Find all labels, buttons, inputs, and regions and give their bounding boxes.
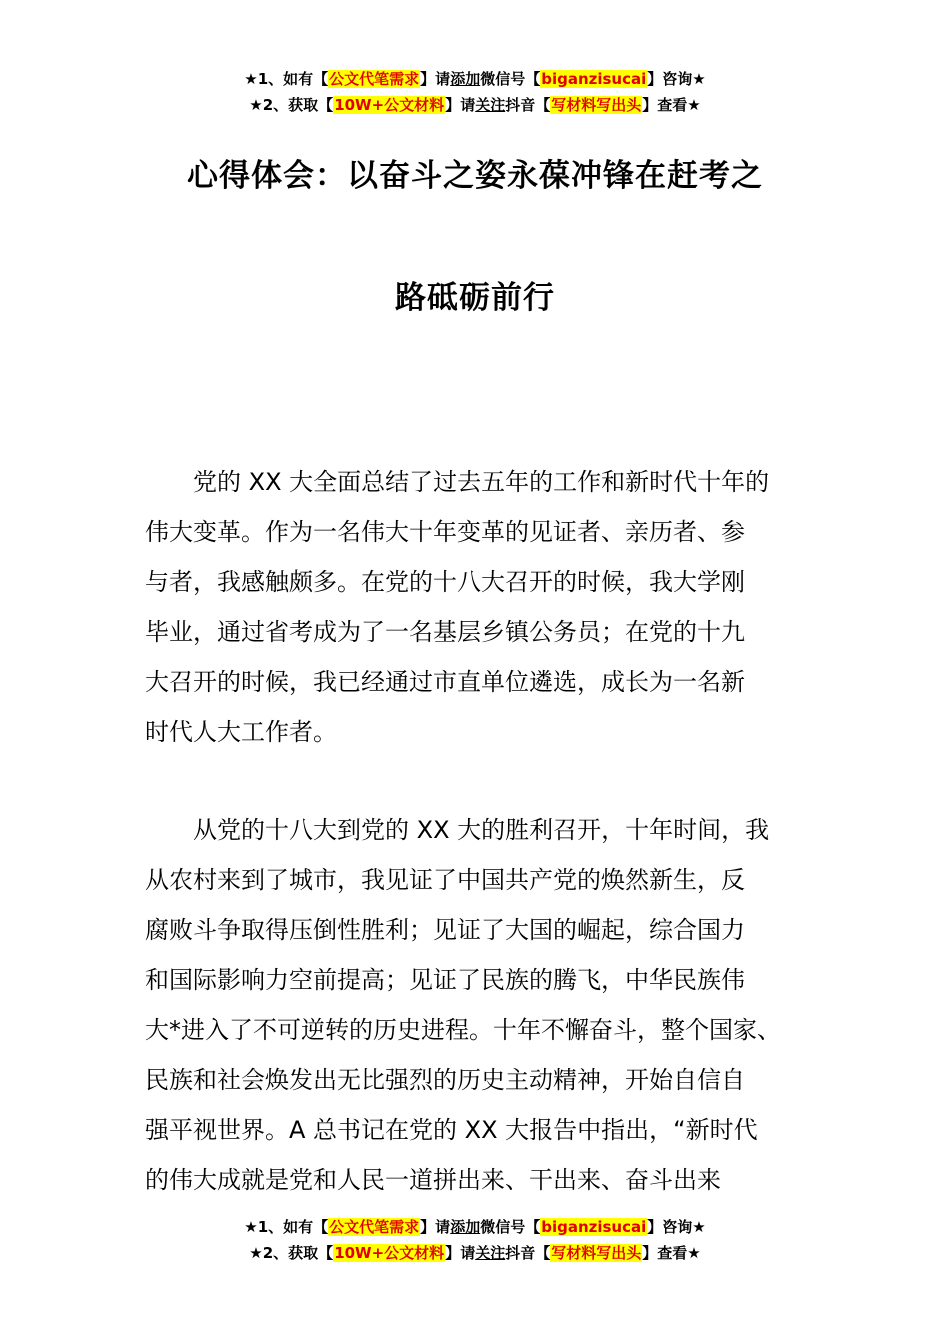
banner-line-1: ★1、如有【公文代笔需求】请添加微信号【biganzisucai】咨询★ [244, 1218, 706, 1236]
body-line: 大召开的时候，我已经通过市直单位遴选，成长为一名新 [145, 668, 745, 696]
body-line: 腐败斗争取得压倒性胜利；见证了大国的崛起，综合国力 [145, 916, 745, 944]
highlight-wechat-id: biganzisucai [541, 1218, 647, 1236]
highlight-service: 公文代笔需求 [329, 1218, 420, 1236]
highlight-douyin: 写材料写出头 [551, 96, 642, 114]
banner-line-2: ★2、获取【10W+公文材料】请关注抖音【写材料写出头】查看★ [249, 1244, 701, 1262]
highlight-materials: 10W+公文材料 [334, 96, 445, 114]
underlined-add: 添加 [450, 1218, 481, 1236]
underlined-follow: 关注 [475, 96, 506, 114]
highlight-wechat-id: biganzisucai [541, 70, 647, 88]
body-line: 强平视世界。A 总书记在党的 XX 大报告中指出，“新时代 [145, 1116, 758, 1144]
highlight-service: 公文代笔需求 [329, 70, 420, 88]
body-line: 的伟大成就是党和人民一道拼出来、干出来、奋斗出来 [145, 1166, 721, 1194]
body-line: 毕业，通过省考成为了一名基层乡镇公务员；在党的十九 [145, 618, 745, 646]
body-line: 民族和社会焕发出无比强烈的历史主动精神，开始自信自 [145, 1066, 745, 1094]
highlight-materials: 10W+公文材料 [334, 1244, 445, 1262]
footer-banner [0, 1214, 950, 1266]
body-line: 大*进入了不可逆转的历史进程。十年不懈奋斗，整个国家、 [145, 1016, 781, 1044]
document-title-line-1: 心得体会：以奋斗之姿永葆冲锋在赶考之 [187, 158, 763, 194]
body-line: 时代人大工作者。 [145, 718, 337, 746]
body-line: 党的 XX 大全面总结了过去五年的工作和新时代十年的 [145, 468, 770, 496]
underlined-add: 添加 [450, 70, 481, 88]
body-line: 从农村来到了城市，我见证了中国共产党的焕然新生，反 [145, 866, 745, 894]
highlight-douyin: 写材料写出头 [551, 1244, 642, 1262]
document-title-line-2: 路砥砺前行 [395, 280, 555, 316]
underlined-follow: 关注 [475, 1244, 506, 1262]
body-line: 与者，我感触颇多。在党的十八大召开的时候，我大学刚 [145, 568, 745, 596]
header-banner [0, 66, 950, 118]
body-line: 从党的十八大到党的 XX 大的胜利召开，十年时间，我 [145, 816, 770, 844]
banner-line-1: ★1、如有【公文代笔需求】请添加微信号【biganzisucai】咨询★ [244, 70, 706, 88]
body-line: 伟大变革。作为一名伟大十年变革的见证者、亲历者、参 [145, 518, 745, 546]
banner-line-2: ★2、获取【10W+公文材料】请关注抖音【写材料写出头】查看★ [249, 96, 701, 114]
body-line: 和国际影响力空前提高；见证了民族的腾飞，中华民族伟 [145, 966, 745, 994]
